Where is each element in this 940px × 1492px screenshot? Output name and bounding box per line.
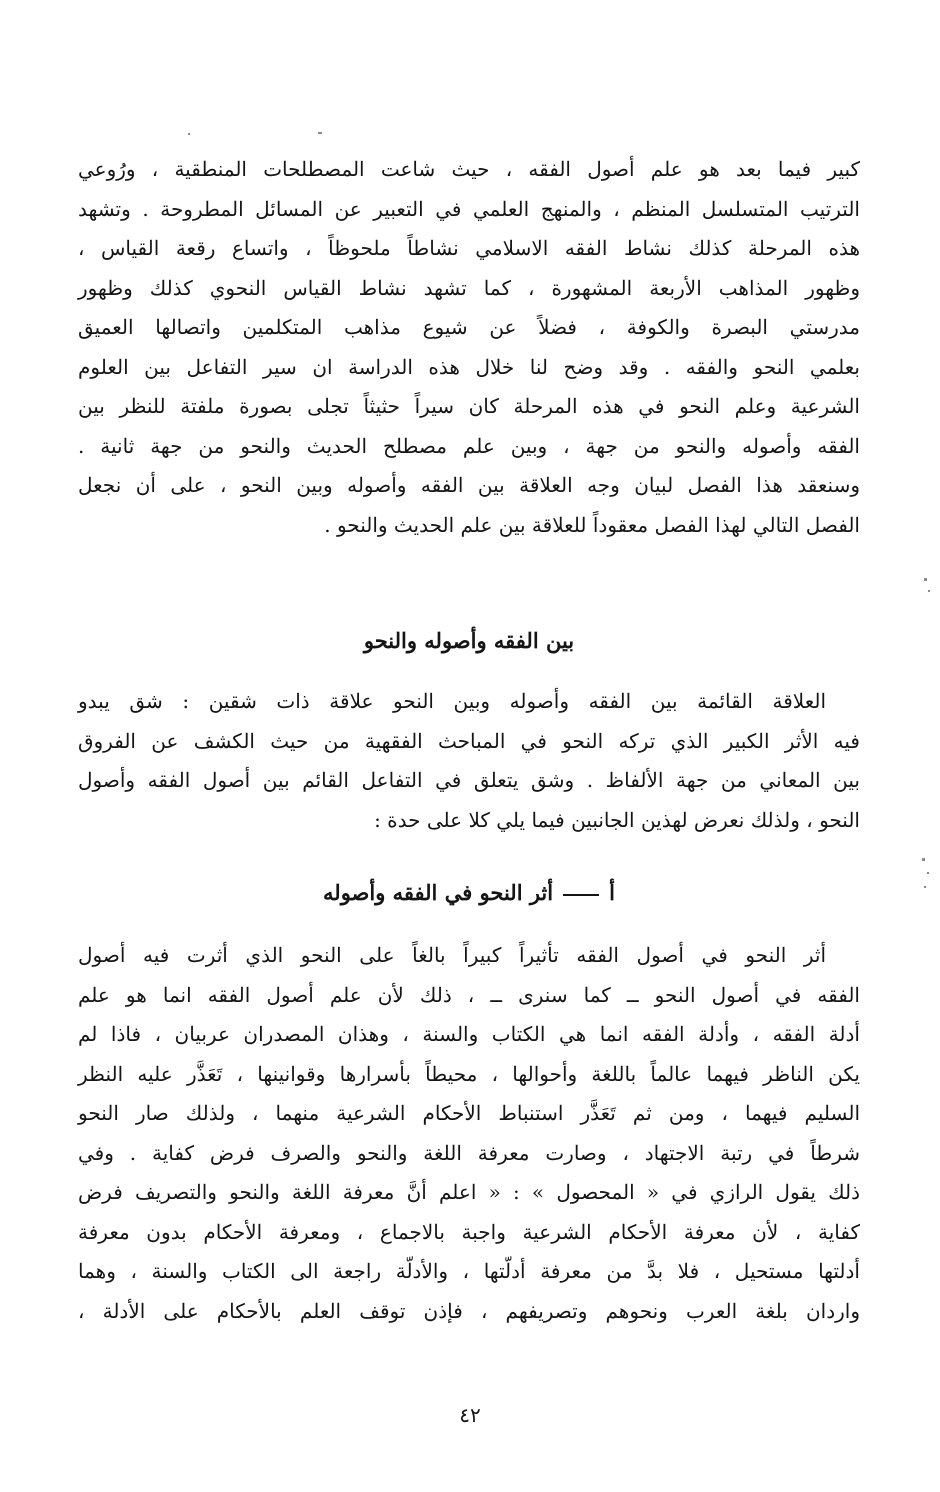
text-line: أدلتها مستحيل ، فلا بدَّ من معرفة أدلّتها ، والأدلّة راجعة الى الكتاب والسنة ، وهما <box>78 1259 860 1283</box>
subsection-letter: أ <box>609 880 615 905</box>
text-line: ذلك يقول الرازي في « المحصول » : « اعلم أنَّ معرفة اللغة والنحو والتصريف فرض <box>78 1180 860 1204</box>
scan-noise-right <box>927 872 929 874</box>
text-line: الترتيب المتسلسل المنظم ، والمنهج العلمي في التعبير عن المسائل المطروحة . وتشهد <box>78 196 860 221</box>
subsection-heading <box>78 880 860 905</box>
text-line: بعلمي النحو والفقه . وقد وضح لنا خلال هذه الدراسة ان سير التفاعل بين العلوم <box>78 354 860 379</box>
text-line: الفصل التالي لهذا الفصل معقوداً للعلاقة بين علم الحديث والنحو . <box>324 512 860 537</box>
scan-noise-right <box>922 858 925 861</box>
heading-dash <box>563 894 599 896</box>
text-line: شرطاً في رتبة الاجتهاد ، وصارت معرفة اللغة والنحو والصرف فرض كفاية . وفي <box>78 1140 860 1165</box>
scan-noise-right <box>924 578 927 581</box>
text-line: مدرستي البصرة والكوفة ، فضلاً عن شيوع مذاهب المتكلمين واتصالها العميق <box>78 315 860 339</box>
text-line: الشرعية وعلم النحو في هذه المرحلة كان سيراً حثيثاً تجلى بصورة ملفتة للنظر بين <box>78 394 860 418</box>
text-line: النحو ، ولذلك نعرض لهذين الجانبين فيما يلي كلا على حدة : <box>374 807 860 832</box>
section-heading: بين الفقه وأصوله والنحو <box>363 628 575 653</box>
text-line: الفقه وأصوله والنحو من جهة ، وبين علم مصطلح الحديث والنحو من جهة ثانية . <box>78 433 860 458</box>
text-line: السليم فيهما ، ومن ثم تَعَذَّر استنباط الأحكام الشرعية منهما ، ولذلك صار النحو <box>78 1101 860 1125</box>
scan-mark-top-small <box>188 133 190 135</box>
text-line: العلاقة القائمة بين الفقه وأصوله وبين النحو علاقة ذات شقين : شق يبدو <box>78 689 826 713</box>
text-line: وسنعقد هذا الفصل لبيان وجه العلاقة بين الفقه وأصوله وبين النحو ، على أن نجعل <box>78 473 860 497</box>
text-line: كفاية ، لأن معرفة الأحكام الشرعية واجبة بالاجماع ، ومعرفة الأحكام بدون معرفة <box>78 1219 860 1244</box>
text-line: وظهور المذاهب الأربعة المشهورة ، كما تشهد نشاط القياس النحوي كذلك وظهور <box>78 275 860 300</box>
intro-paragraph <box>78 150 860 545</box>
text-line: كبير فيما بعد هو علم أصول الفقه ، حيث شاعت المصطلحات المنطقية ، ورُوعي <box>78 157 860 181</box>
scan-noise-right <box>928 590 930 592</box>
text-line: يكن الناظر فيهما عالماً باللغة وأحوالها ، محيطاً بأسرارها وقوانينها ، تَعَذَّر عليه النظر <box>78 1061 860 1086</box>
text-line: واردان بلغة العرب ونحوهم وتصريفهم ، فإذن توقف العلم بالأحكام على الأدلة ، <box>78 1298 860 1323</box>
text-line: هذه المرحلة كذلك نشاط الفقه الاسلامي نشاطاً ملحوظاً ، واتساع رقعة القياس ، <box>78 236 860 260</box>
scan-mark-top <box>318 132 322 134</box>
scan-noise-right <box>924 886 926 888</box>
text-line: أدلة الفقه ، وأدلة الفقه انما هي الكتاب والسنة ، وهذان المصدران عربيان ، فاذا لم <box>78 1022 860 1046</box>
text-line: بين المعاني من جهة الألفاظ . وشق يتعلق في التفاعل القائم بين أصول الفقه وأصول <box>78 768 860 792</box>
text-line: الفقه في أصول النحو ــ كما سنرى ــ ، ذلك لأن علم أصول الفقه انما هو علم <box>78 982 860 1007</box>
text-line: فيه الأثر الكبير الذي تركه النحو في المباحث الفقهية من حيث الكشف عن الفروق <box>78 728 860 753</box>
subsection-title: أثر النحو في الفقه وأصوله <box>323 880 554 905</box>
subsection-paragraph <box>78 936 860 1331</box>
text-line: أثر النحو في أصول الفقه تأثيراً كبيراً بالغاً على النحو الذي أثرت فيه أصول <box>78 943 826 967</box>
section-paragraph <box>78 682 860 840</box>
page-number: ٤٢ <box>459 1403 481 1427</box>
